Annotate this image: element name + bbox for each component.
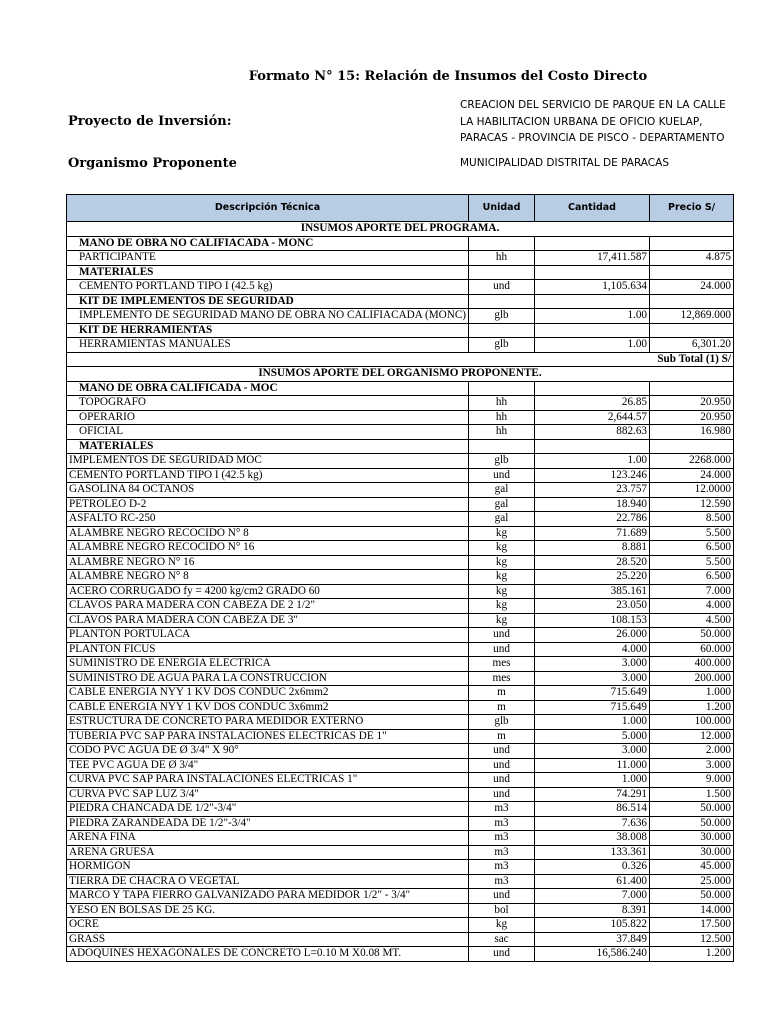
table-row [67, 396, 734, 411]
col-header-qty: Cantidad [535, 195, 650, 222]
table-row [67, 280, 734, 295]
cell-price: 24.000 [650, 468, 734, 483]
cell-price: 60.000 [650, 642, 734, 657]
table-body-second [67, 381, 734, 961]
cell-desc: MANO DE OBRA NO CALIFIACADA - MONC [67, 236, 469, 251]
cell-qty: 74.291 [535, 787, 650, 802]
cell-unit: und [469, 773, 535, 788]
cell-unit: hh [469, 396, 535, 411]
cell-price: 50.000 [650, 628, 734, 643]
cell-unit: m [469, 700, 535, 715]
cell-desc: PARTICIPANTE [67, 251, 469, 266]
table-row [67, 787, 734, 802]
cell-price: 7.000 [650, 584, 734, 599]
cell-price: 5.500 [650, 526, 734, 541]
cell-desc: IMPLEMENTO DE SEGURIDAD MANO DE OBRA NO CALIFIACADA (MONC) [67, 309, 469, 324]
cell-desc: CLAVOS PARA MADERA CON CABEZA DE 3" [67, 613, 469, 628]
table-row [67, 744, 734, 759]
cell-price: 6.500 [650, 570, 734, 585]
cell-unit: sac [469, 932, 535, 947]
table-row [67, 903, 734, 918]
table-row [67, 584, 734, 599]
cell-qty: 1.00 [535, 454, 650, 469]
cell-unit: glb [469, 309, 535, 324]
project-line: PARACAS - PROVINCIA DE PISCO - DEPARTAMENTO [460, 132, 725, 144]
table-body [67, 222, 734, 353]
cell-unit: und [469, 787, 535, 802]
cell-desc: KIT DE HERRAMIENTAS [67, 323, 469, 338]
cell-qty: 1.00 [535, 309, 650, 324]
table-row [67, 599, 734, 614]
project-line: CREACION DEL SERVICIO DE PARQUE EN LA CALLE [460, 99, 726, 111]
cell-price: 50.000 [650, 802, 734, 817]
cell-desc: PIEDRA ZARANDEADA DE 1/2"-3/4" [67, 816, 469, 831]
cell-qty: 23.757 [535, 483, 650, 498]
cell-qty: 108.153 [535, 613, 650, 628]
table-row [67, 338, 734, 353]
table-row [67, 454, 734, 469]
table-header-row [67, 195, 734, 222]
cell-qty: 0.326 [535, 860, 650, 875]
section-title-row [67, 222, 734, 237]
cell-price: 30.000 [650, 831, 734, 846]
table-row [67, 932, 734, 947]
table-row [67, 686, 734, 701]
cell-qty: 2,644.57 [535, 410, 650, 425]
table-subtotal-body [67, 352, 734, 381]
cell-desc: ALAMBRE NEGRO RECOCIDO N° 8 [67, 526, 469, 541]
cell-price [650, 265, 734, 280]
col-header-price: Precio S/ [650, 195, 734, 222]
cell-unit [469, 236, 535, 251]
cell-desc: CABLE ENERGIA NYY 1 KV DOS CONDUC 3x6mm2 [67, 700, 469, 715]
cell-unit: gal [469, 483, 535, 498]
cell-price: 12.500 [650, 932, 734, 947]
cell-desc: ALAMBRE NEGRO RECOCIDO N° 16 [67, 541, 469, 556]
cell-desc: PETROLEO D-2 [67, 497, 469, 512]
cell-desc: ARENA FINA [67, 831, 469, 846]
cell-desc: PLANTON PORTULACA [67, 628, 469, 643]
cell-unit [469, 381, 535, 396]
cell-unit: kg [469, 918, 535, 933]
table-row [67, 526, 734, 541]
cell-price: 1.200 [650, 947, 734, 962]
table-row [67, 425, 734, 440]
cell-qty: 28.520 [535, 555, 650, 570]
cell-price: 20.950 [650, 396, 734, 411]
org-value: MUNICIPALIDAD DISTRITAL DE PARACAS [460, 157, 669, 169]
table-row [67, 657, 734, 672]
cell-price: 200.000 [650, 671, 734, 686]
cell-unit: kg [469, 541, 535, 556]
cell-desc: CODO PVC AGUA DE Ø 3/4" X 90° [67, 744, 469, 759]
cell-qty: 1,105.634 [535, 280, 650, 295]
cell-desc: OFICIAL [67, 425, 469, 440]
cell-price: 9.000 [650, 773, 734, 788]
table-row [67, 874, 734, 889]
cell-desc: ESTRUCTURA DE CONCRETO PARA MEDIDOR EXTERNO [67, 715, 469, 730]
cell-desc: TIERRA DE CHACRA O VEGETAL [67, 874, 469, 889]
cell-price: 2.000 [650, 744, 734, 759]
table-row [67, 541, 734, 556]
col-header-unit: Unidad [469, 195, 535, 222]
document-title: Formato N° 15: Relación de Insumos del Costo Directo [248, 69, 648, 84]
cell-desc: SUMINISTRO DE ENERGIA ELECTRICA [67, 657, 469, 672]
cell-desc: ADOQUINES HEXAGONALES DE CONCRETO L=0.10 M X0.08 MT. [67, 947, 469, 962]
cell-price: 17.500 [650, 918, 734, 933]
cell-qty: 22.786 [535, 512, 650, 527]
cell-qty: 715.649 [535, 700, 650, 715]
cell-unit: kg [469, 584, 535, 599]
cell-unit: gal [469, 512, 535, 527]
project-line: LA HABILITACION URBANA DE OFICIO KUELAP, [460, 115, 703, 128]
cell-qty: 3.000 [535, 671, 650, 686]
table-row [67, 512, 734, 527]
cell-price: 14.000 [650, 903, 734, 918]
cell-unit: und [469, 628, 535, 643]
table-row [67, 860, 734, 875]
cell-price: 30.000 [650, 845, 734, 860]
cell-unit: und [469, 947, 535, 962]
cell-price: 45.000 [650, 860, 734, 875]
cell-price [650, 236, 734, 251]
table-row [67, 773, 734, 788]
cell-price: 1.500 [650, 787, 734, 802]
table-row [67, 613, 734, 628]
cell-unit: hh [469, 425, 535, 440]
cell-qty [535, 294, 650, 309]
cell-qty: 123.246 [535, 468, 650, 483]
cell-price: 25.000 [650, 874, 734, 889]
cell-price: 12.0000 [650, 483, 734, 498]
cell-price: 12.590 [650, 497, 734, 512]
cell-unit: m3 [469, 816, 535, 831]
table-row [67, 729, 734, 744]
cell-unit [469, 294, 535, 309]
cell-qty: 7.636 [535, 816, 650, 831]
cell-qty: 23.050 [535, 599, 650, 614]
cell-price: 5.500 [650, 555, 734, 570]
cell-unit: mes [469, 657, 535, 672]
cell-unit: kg [469, 555, 535, 570]
group-row [67, 439, 734, 454]
cell-price: 4.500 [650, 613, 734, 628]
cell-qty: 8.881 [535, 541, 650, 556]
cell-desc: ALAMBRE NEGRO N° 16 [67, 555, 469, 570]
cell-qty: 25.220 [535, 570, 650, 585]
cell-unit: und [469, 758, 535, 773]
cell-price: 16.980 [650, 425, 734, 440]
table-row [67, 715, 734, 730]
table-row [67, 802, 734, 817]
cell-qty: 37.849 [535, 932, 650, 947]
group-row [67, 294, 734, 309]
cell-desc: YESO EN BOLSAS DE 25 KG. [67, 903, 469, 918]
cell-unit [469, 323, 535, 338]
table-row [67, 497, 734, 512]
cell-desc: KIT DE IMPLEMENTOS DE SEGURIDAD [67, 294, 469, 309]
cell-desc: ACERO CORRUGADO fy = 4200 kg/cm2 GRADO 60 [67, 584, 469, 599]
project-label: Proyecto de Inversión: [68, 114, 232, 129]
cell-unit: mes [469, 671, 535, 686]
subtotal-label: Sub Total (1) S/ [67, 352, 734, 367]
cell-qty [535, 265, 650, 280]
table-row [67, 947, 734, 962]
cell-price: 6.500 [650, 541, 734, 556]
section-title-row [67, 367, 734, 382]
cell-qty: 8.391 [535, 903, 650, 918]
cell-desc: MATERIALES [67, 439, 469, 454]
cell-price: 1.000 [650, 686, 734, 701]
table-row [67, 642, 734, 657]
cell-unit: m3 [469, 831, 535, 846]
cell-unit: und [469, 468, 535, 483]
cell-qty: 61.400 [535, 874, 650, 889]
cell-desc: GASOLINA 84 OCTANOS [67, 483, 469, 498]
cell-qty [535, 323, 650, 338]
cell-desc: PIEDRA CHANCADA DE 1/2"-3/4" [67, 802, 469, 817]
cell-qty [535, 439, 650, 454]
table-row [67, 845, 734, 860]
cell-desc: ARENA GRUESA [67, 845, 469, 860]
cell-desc: CABLE ENERGIA NYY 1 KV DOS CONDUC 2x6mm2 [67, 686, 469, 701]
supplies-table [66, 194, 734, 962]
cell-price: 1.200 [650, 700, 734, 715]
cell-qty: 3.000 [535, 657, 650, 672]
table-row [67, 889, 734, 904]
cell-unit: und [469, 642, 535, 657]
cell-unit [469, 439, 535, 454]
cell-price: 20.950 [650, 410, 734, 425]
cell-desc: CEMENTO PORTLAND TIPO I (42.5 kg) [67, 280, 469, 295]
cell-desc: MARCO Y TAPA FIERRO GALVANIZADO PARA MEDIDOR 1/2" - 3/4" [67, 889, 469, 904]
cell-desc: CURVA PVC SAP PARA INSTALACIONES ELECTRICAS 1" [67, 773, 469, 788]
org-label: Organismo Proponente [68, 156, 237, 171]
table-row [67, 309, 734, 324]
cell-desc: PLANTON FICUS [67, 642, 469, 657]
cell-price: 2268.000 [650, 454, 734, 469]
cell-price: 6,301.20 [650, 338, 734, 353]
cell-unit: gal [469, 497, 535, 512]
cell-desc: MANO DE OBRA CALIFICADA - MOC [67, 381, 469, 396]
cell-price: 50.000 [650, 816, 734, 831]
cell-unit: m [469, 729, 535, 744]
cell-qty: 26.000 [535, 628, 650, 643]
cell-qty: 1.00 [535, 338, 650, 353]
cell-price: 100.000 [650, 715, 734, 730]
cell-desc: ASFALTO RC-250 [67, 512, 469, 527]
cell-price [650, 381, 734, 396]
cell-desc: MATERIALES [67, 265, 469, 280]
cell-unit: glb [469, 338, 535, 353]
table-row [67, 671, 734, 686]
cell-desc: ALAMBRE NEGRO N° 8 [67, 570, 469, 585]
table-row [67, 816, 734, 831]
cell-unit: und [469, 744, 535, 759]
cell-desc: CURVA PVC SAP LUZ 3/4" [67, 787, 469, 802]
cell-unit: und [469, 280, 535, 295]
cell-unit: m3 [469, 860, 535, 875]
cell-desc: OCRE [67, 918, 469, 933]
table-row [67, 628, 734, 643]
cell-unit: kg [469, 526, 535, 541]
cell-desc: TUBERIA PVC SAP PARA INSTALACIONES ELECTRICAS DE 1" [67, 729, 469, 744]
cell-unit: m [469, 686, 535, 701]
cell-desc: CEMENTO PORTLAND TIPO I (42.5 kg) [67, 468, 469, 483]
cell-unit: m3 [469, 845, 535, 860]
cell-price: 12,869.000 [650, 309, 734, 324]
cell-qty: 1.000 [535, 773, 650, 788]
cell-unit: m3 [469, 874, 535, 889]
cell-qty: 1.000 [535, 715, 650, 730]
cell-desc: OPERARIO [67, 410, 469, 425]
col-header-desc: Descripción Técnica [67, 195, 469, 222]
cell-unit: m3 [469, 802, 535, 817]
cell-qty: 16,586.240 [535, 947, 650, 962]
table-row [67, 468, 734, 483]
cell-qty: 7.000 [535, 889, 650, 904]
cell-desc: IMPLEMENTOS DE SEGURIDAD MOC [67, 454, 469, 469]
group-row [67, 236, 734, 251]
cell-qty [535, 236, 650, 251]
cell-qty: 5.000 [535, 729, 650, 744]
cell-qty: 133.361 [535, 845, 650, 860]
cell-qty: 71.689 [535, 526, 650, 541]
cell-desc: SUMINISTRO DE AGUA PARA LA CONSTRUCCION [67, 671, 469, 686]
cell-unit: kg [469, 599, 535, 614]
cell-desc: TEE PVC AGUA DE Ø 3/4" [67, 758, 469, 773]
cell-price: 4.875 [650, 251, 734, 266]
section-title: INSUMOS APORTE DEL ORGANISMO PROPONENTE. [67, 367, 734, 382]
cell-unit: glb [469, 715, 535, 730]
table-row [67, 918, 734, 933]
cell-unit [469, 265, 535, 280]
group-row [67, 381, 734, 396]
cell-desc: GRASS [67, 932, 469, 947]
cell-unit: hh [469, 251, 535, 266]
cell-qty: 38.008 [535, 831, 650, 846]
cell-unit: bol [469, 903, 535, 918]
cell-desc: TOPOGRAFO [67, 396, 469, 411]
table-row [67, 758, 734, 773]
cell-qty [535, 381, 650, 396]
cell-desc: HORMIGON [67, 860, 469, 875]
table-row [67, 555, 734, 570]
cell-qty: 26.85 [535, 396, 650, 411]
table-row [67, 251, 734, 266]
cell-unit: glb [469, 454, 535, 469]
cell-qty: 882.63 [535, 425, 650, 440]
group-row [67, 323, 734, 338]
cell-price: 4.000 [650, 599, 734, 614]
cell-price: 50.000 [650, 889, 734, 904]
cell-desc: HERRAMIENTAS MANUALES [67, 338, 469, 353]
cell-price [650, 294, 734, 309]
group-row [67, 265, 734, 280]
table-row [67, 410, 734, 425]
section-title: INSUMOS APORTE DEL PROGRAMA. [67, 222, 734, 237]
cell-qty: 4.000 [535, 642, 650, 657]
subtotal-row [67, 352, 734, 367]
cell-qty: 385.161 [535, 584, 650, 599]
cell-price: 400.000 [650, 657, 734, 672]
table-row [67, 831, 734, 846]
cell-qty: 11.000 [535, 758, 650, 773]
cell-qty: 86.514 [535, 802, 650, 817]
cell-desc: CLAVOS PARA MADERA CON CABEZA DE 2 1/2" [67, 599, 469, 614]
table-row [67, 483, 734, 498]
cell-unit: und [469, 889, 535, 904]
table-row [67, 700, 734, 715]
cell-unit: hh [469, 410, 535, 425]
cell-price: 24.000 [650, 280, 734, 295]
table-row [67, 570, 734, 585]
cell-price: 3.000 [650, 758, 734, 773]
cell-price: 8.500 [650, 512, 734, 527]
project-description [460, 97, 768, 147]
cell-qty: 715.649 [535, 686, 650, 701]
cell-qty: 17,411.587 [535, 251, 650, 266]
cell-unit: kg [469, 613, 535, 628]
cell-qty: 105.822 [535, 918, 650, 933]
cell-qty: 3.000 [535, 744, 650, 759]
cell-unit: kg [469, 570, 535, 585]
cell-price [650, 439, 734, 454]
cell-price: 12.000 [650, 729, 734, 744]
cell-price [650, 323, 734, 338]
cell-qty: 18.940 [535, 497, 650, 512]
